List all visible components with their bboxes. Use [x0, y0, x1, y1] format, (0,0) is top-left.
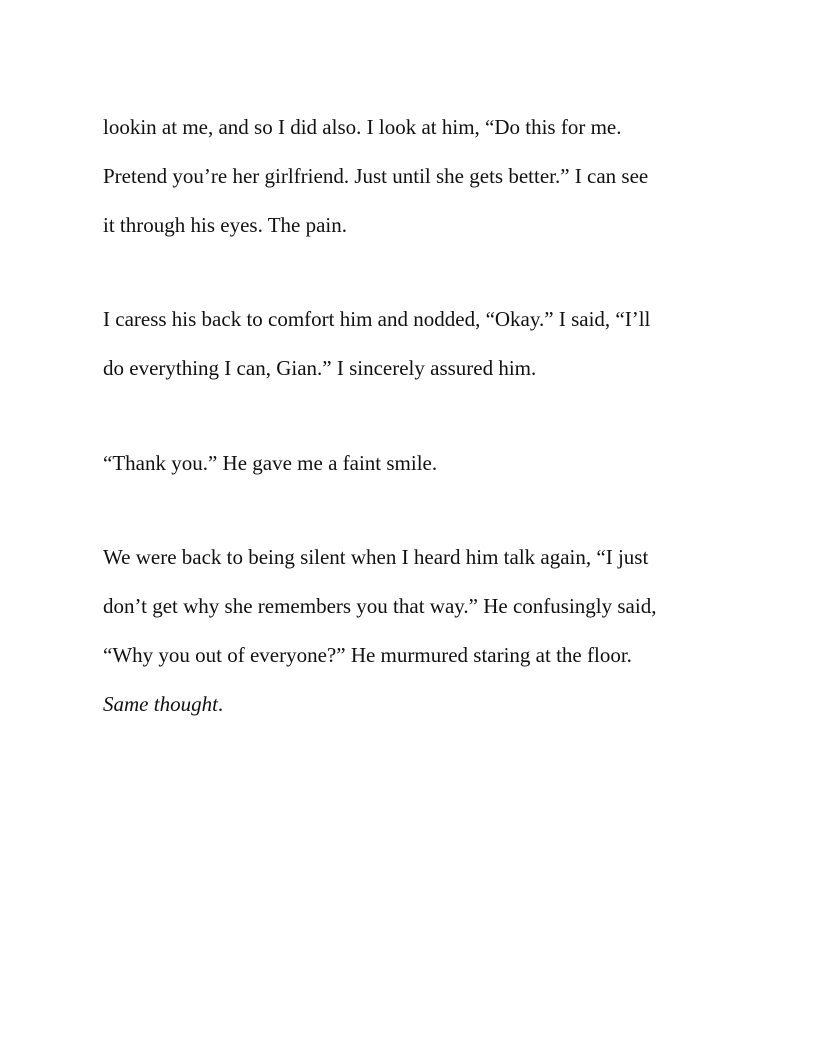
text-line: Pretend you’re her girlfriend. Just until she gets better.” I can see	[103, 163, 649, 188]
paragraph-1	[103, 90, 733, 262]
italic-thought: Same thought	[103, 692, 218, 716]
trailing-period: .	[217, 692, 224, 716]
text-line: it through his eyes. The pain.	[103, 212, 347, 237]
text-line: “Why you out of everyone?” He murmured staring at the floor.	[103, 643, 632, 667]
paragraph-4	[103, 521, 733, 742]
text-line: lookin at me, and so I did also. I look at him, “Do this for me.	[103, 114, 622, 139]
text-body	[103, 90, 733, 741]
paragraph-2	[103, 283, 733, 406]
paragraph-3	[103, 426, 733, 500]
text-line	[103, 692, 733, 717]
text-line: I caress his back to comfort him and nodded, “Okay.” I said, “I’ll	[103, 307, 651, 331]
text-line: We were back to being silent when I heard him talk again, “I just	[103, 545, 649, 569]
text-line: “Thank you.” He gave me a faint smile.	[103, 450, 438, 475]
text-line: do everything I can, Gian.” I sincerely assured him.	[103, 356, 537, 380]
text-line: don’t get why she remembers you that way.” He confusingly said,	[103, 594, 657, 618]
